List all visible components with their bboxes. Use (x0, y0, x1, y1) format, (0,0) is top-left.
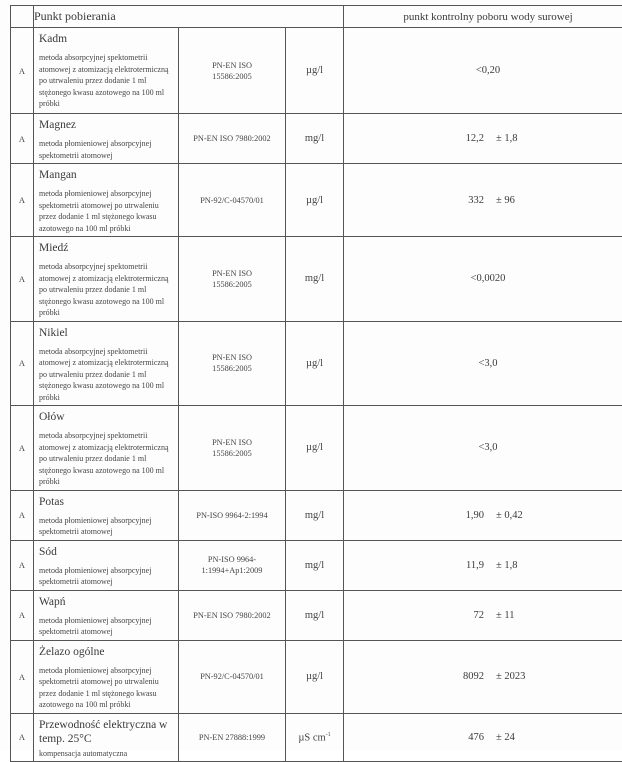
norm-reference: PN-EN ISO 15586:2005 (192, 352, 272, 374)
parameter-cell (34, 237, 179, 322)
unit-cell (286, 540, 344, 590)
result-value: 1,90 (450, 510, 484, 521)
parameter-name: Potas (39, 495, 174, 509)
norm-reference: PN-ISO 9964-2:1994 (196, 510, 267, 521)
parameter-cell (34, 164, 179, 237)
result-value: 332 (450, 195, 484, 206)
unit-cell (286, 114, 344, 164)
result-cell (344, 406, 622, 491)
table-row (11, 237, 622, 322)
norm-reference: PN-EN ISO 15586:2005 (192, 268, 272, 290)
unit-label: µg/l (306, 358, 323, 369)
norm-reference: PN-EN ISO 15586:2005 (192, 60, 272, 82)
unit-cell (286, 164, 344, 237)
parameter-name: Wapń (39, 595, 174, 609)
unit-cell (286, 640, 344, 713)
result-value: 11,9 (450, 560, 484, 571)
result-uncertainty: ± 1,8 (496, 133, 526, 144)
parameter-name: Miedź (39, 241, 174, 255)
method-description: metoda absorpcyjnej spektometrii atomowej z atomizacją elektrotermiczną po utrwaleniu przez dodanie 1 ml stężonego kwasu azotowego na 100 ml próbki (39, 430, 174, 488)
result-value: <0,20 (476, 65, 500, 76)
parameter-cell (34, 590, 179, 640)
unit-label: µg/l (306, 442, 323, 453)
table-row (11, 321, 622, 406)
result-cell (344, 640, 622, 713)
parameter-name: Przewodność elektryczna w temp. 25°C (39, 718, 174, 746)
norm-cell (179, 321, 286, 406)
unit-label: µg/l (306, 671, 323, 682)
norm-reference: PN-EN 27888:1999 (199, 732, 265, 743)
result-cell (344, 590, 622, 640)
parameter-name: Nikiel (39, 326, 174, 340)
result-uncertainty: ± 0,42 (496, 510, 526, 521)
norm-cell (179, 713, 286, 762)
method-description: metoda absorpcyjnej spektometrii atomowej z atomizacją elektrotermiczną po utrwaleniu przez dodanie 1 ml stężonego kwasu azotowego na 100 ml próbki (39, 346, 174, 404)
accreditation-cell: A (11, 640, 34, 713)
norm-reference: PN-ISO 9964-1:1994+Ap1:2009 (192, 554, 272, 576)
result-cell (344, 713, 622, 762)
unit-cell (286, 237, 344, 322)
accreditation-cell: A (11, 28, 34, 114)
norm-cell (179, 490, 286, 540)
norm-cell (179, 640, 286, 713)
method-description: metoda płomieniowej absorpcyjnej spektometrii atomowej (39, 515, 174, 538)
unit-cell (286, 490, 344, 540)
norm-cell (179, 590, 286, 640)
result-value: <3,0 (478, 442, 497, 453)
accreditation-cell: A (11, 490, 34, 540)
table-row (11, 114, 622, 164)
method-description: metoda absorpcyjnej spektometrii atomowej z atomizacją elektrotermiczną po utrwaleniu przez dodanie 1 ml stężonego kwasu azotowego na 100 ml próbki (39, 261, 174, 319)
norm-reference: PN-EN ISO 15586:2005 (192, 437, 272, 459)
result-value: 12,2 (450, 133, 484, 144)
sampling-point-row (11, 6, 622, 28)
norm-cell (179, 164, 286, 237)
parameter-name: Magnez (39, 118, 174, 132)
unit-superscript: -1 (326, 732, 331, 738)
parameter-cell (34, 540, 179, 590)
method-description: metoda absorpcyjnej spektometrii atomowej z atomizacją elektrotermiczną po utrwaleniu przez dodanie 1 ml stężonego kwasu azotowego na 100 ml próbki (39, 52, 174, 110)
norm-cell (179, 540, 286, 590)
method-description: metoda płomieniowej absorpcyjnej spektometrii atomowej po utrwaleniu przez dodanie 1 ml stężonego kwasu azotowego na 100 ml próbki (39, 188, 174, 234)
result-cell (344, 28, 622, 114)
table-row (11, 164, 622, 237)
unit-label: mg/l (305, 273, 324, 284)
parameter-name: Sód (39, 545, 174, 559)
accreditation-cell: A (11, 590, 34, 640)
accreditation-cell: A (11, 713, 34, 762)
unit-cell (286, 713, 344, 762)
unit-cell (286, 406, 344, 491)
accreditation-cell: A (11, 114, 34, 164)
accreditation-cell: A (11, 406, 34, 491)
accreditation-cell: A (11, 540, 34, 590)
result-cell (344, 164, 622, 237)
norm-cell (179, 237, 286, 322)
result-uncertainty: ± 1,8 (496, 560, 526, 571)
results-table (10, 5, 622, 762)
method-description: metoda płomieniowej absorpcyjnej spektometrii atomowej (39, 138, 174, 161)
sampling-point-value: punkt kontrolny poboru wody surowej (344, 6, 622, 28)
parameter-cell (34, 321, 179, 406)
result-cell (344, 237, 622, 322)
result-cell (344, 540, 622, 590)
method-description: metoda płomieniowej absorpcyjnej spektometrii atomowej (39, 565, 174, 588)
table-row (11, 490, 622, 540)
unit-label: µS cm (298, 732, 325, 743)
result-value: <0,0020 (471, 273, 506, 284)
table-row (11, 713, 622, 762)
parameter-cell (34, 490, 179, 540)
method-description: kompensacja automatyczna (39, 748, 174, 760)
result-uncertainty: ± 11 (496, 610, 526, 621)
parameter-cell (34, 28, 179, 114)
table-row (11, 640, 622, 713)
result-uncertainty: ± 96 (496, 195, 526, 206)
unit-label: mg/l (305, 610, 324, 621)
table-row (11, 590, 622, 640)
parameter-name: Żelazo ogólne (39, 645, 174, 659)
accreditation-cell: A (11, 237, 34, 322)
parameter-cell (34, 114, 179, 164)
accreditation-cell: A (11, 164, 34, 237)
norm-reference: PN-92/C-04570/01 (200, 671, 264, 682)
parameter-name: Ołów (39, 410, 174, 424)
norm-cell (179, 406, 286, 491)
parameter-cell (34, 406, 179, 491)
unit-cell (286, 28, 344, 114)
unit-label: mg/l (305, 133, 324, 144)
result-value: 8092 (450, 671, 484, 682)
result-uncertainty: ± 2023 (496, 671, 526, 682)
unit-cell (286, 590, 344, 640)
parameter-name: Mangan (39, 168, 174, 182)
parameter-cell (34, 640, 179, 713)
unit-label: µg/l (306, 65, 323, 76)
table-row (11, 28, 622, 114)
result-value: 476 (450, 732, 484, 743)
table-row (11, 406, 622, 491)
result-cell (344, 321, 622, 406)
result-cell (344, 490, 622, 540)
norm-cell (179, 28, 286, 114)
result-value: 72 (450, 610, 484, 621)
table-row (11, 540, 622, 590)
accreditation-cell: A (11, 321, 34, 406)
result-uncertainty: ± 24 (496, 732, 526, 743)
result-value: <3,0 (478, 358, 497, 369)
unit-label: mg/l (305, 560, 324, 571)
parameter-cell (34, 713, 179, 762)
unit-label: mg/l (305, 510, 324, 521)
norm-reference: PN-EN ISO 7980:2002 (193, 610, 270, 621)
method-description: metoda płomieniowej absorpcyjnej spektometrii atomowej po utrwaleniu przez dodanie 1 ml stężonego kwasu azotowego na 100 ml próbki (39, 665, 174, 711)
sampling-point-label: Punkt pobierania (34, 6, 344, 28)
unit-label: µg/l (306, 195, 323, 206)
unit-cell (286, 321, 344, 406)
norm-reference: PN-EN ISO 7980:2002 (193, 133, 270, 144)
norm-cell (179, 114, 286, 164)
accreditation-header-cell (11, 6, 34, 28)
method-description: metoda płomieniowej absorpcyjnej spektometrii atomowej (39, 615, 174, 638)
norm-reference: PN-92/C-04570/01 (200, 195, 264, 206)
result-cell (344, 114, 622, 164)
parameter-name: Kadm (39, 32, 174, 46)
